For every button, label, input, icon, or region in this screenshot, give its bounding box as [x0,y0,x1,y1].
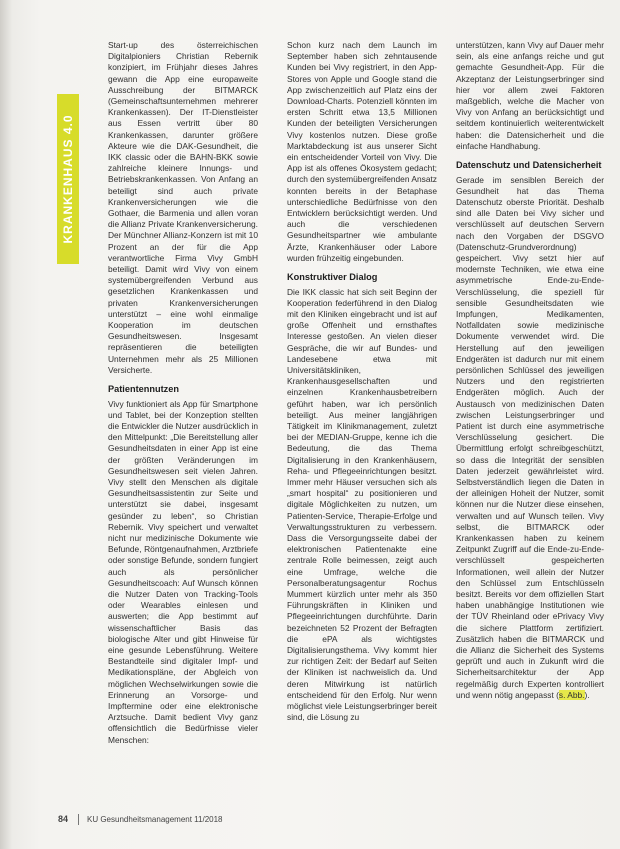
footer-divider [78,814,79,825]
subheading-konstruktiver-dialog: Konstruktiver Dialog [287,272,378,283]
text-column-2 [287,40,437,723]
paragraph: Schon kurz nach dem Launch im September haben sich zehntausende Kunden bei Vivy registriert, in den App-Stores von Apple und Google stand die App zwischenzeitlich auf Platz eins der Download-Charts. Potenziell könnten im ersten Schritt etwa 13,5 Millionen Kunden der beteiligten Versicherungen Vivy kostenlos nutzen. Diese große Marktabdeckung ist aus unserer Sicht ein entscheidender Vorteil von Vivy. Die App ist als offenes Ökosystem gedacht; durch den systemübergreifenden Ansatz konnten bereits in der Betaphase unterschiedliche Bedürfnisse von den Entwicklern berücksichtigt werden. Und auch die verschiedenen Gesundheitspartner wie ambulante Ärzte, Krankenhäuser oder Labore wurden frühzeitig eingebunden. [287,40,437,263]
text-column-1 [108,40,258,746]
page-gutter [0,0,12,849]
paragraph-text-end: ). [584,689,590,700]
page-number: 84 [58,814,69,824]
paragraph [456,175,604,702]
paragraph: unterstützen, kann Vivy auf Dauer mehr sein, als eine anfangs reiche und gut gemachte Gesundheit-App. Für die Akzeptanz der Leistungserbringer sind hier vor allem zwei Faktoren maßgeblich, welche die Macher von Vivy von Anfang an berücksichtigt und seitdem kontinuierlich weiterentwickelt haben: die Datensicherheit und die einfache Handhabung. [456,40,604,151]
paragraph: Vivy funktioniert als App für Smartphone und Tablet, bei der Konzeption stellten die Entwickler die Nutzer ausdrücklich in den Mittelpunkt: „Die Bereitstellung aller Gesundheitsdaten in einer App ist eine der größten Veränderungen im Gesundheitswesen seit vielen Jahren. Vivy stellt den Menschen als digitale Gesundheitsassistentin zur Seite und unterstützt sie dabei, insgesamt gesünder zu leben“, so Christian Rebernik. Vivy speichert und verwaltet nicht nur medizinische Dokumente wie Befunde, Röntgenaufnahmen, Arztbriefe oder sonstige Befunde, sondern fungiert auch als persönlicher Gesundheitscoach: Auf Wunsch können die Nutzer Daten von Tracking-Tools oder Wearables einlesen und auswerten; die App bestimmt auf wissenschaftlicher Basis das biologische Alter und gibt Hinweise für eine gesunde Lebensführung. Weitere Bestandteile sind digitaler Impf- und Medikationspläne, der Abgleich von möglichen Wechselwirkungen sowie die Erinnerung an Vorsorge- und Impftermine oder eine elektronische Arztsuche. Damit bedient Vivy ganz offensichtlich die Bedürfnisse vieler Menschen: [108,398,258,745]
text-column-3 [456,40,604,701]
publication-line: KU Gesundheitsmanagement 11/2018 [87,815,223,824]
section-tab-label: KRANKENHAUS 4.0 [61,114,75,244]
page-footer [58,814,598,828]
subheading-datenschutz: Datenschutz und Datensicherheit [456,160,602,171]
paragraph: Die IKK classic hat sich seit Beginn der Kooperation federführend in den Dialog mit den Kliniken eingebracht und ist auf große Offenheit und ernsthaftes Interesse gestoßen. An vielen dieser Gespräche, die wir auf Bundes- und Landesebene etwa mit Universitätskliniken, Krankenhausgesellschaften und einzelnen Krankenhausbetreibern geführt haben, war ich persönlich beteiligt. Aus meiner langjährigen Tätigkeit im Klinikmanagement, zuletzt bei der MEDIAN-Gruppe, kenne ich die Bedeutung, die das Thema Digitalisierung in den Krankenhäusern, Reha- und Pflegeeinrichtungen besitzt. Immer mehr Häuser versuchen sich als „smart hospital“ zu positionieren und digitale Möglichkeiten zu nutzen, um Patienten-Service, Therapie-Erfolge und Verwaltungsstrukturen zu verbessern. Dass die Versorgungsseite dabei der elektronischen Patientenakte eine zentrale Rolle beimessen, zeigt auch eine Umfrage, welche die Personalberatungsagentur Rochus Mummert kürzlich unter mehr als 350 Führungskräften in Kliniken und Pflegeeinrichtungen durchführte. Darin bezeichneten 52 Prozent der Befragten die ePA als wichtigstes Digitalisierungsthema. Vivy kommt hier zur richtigen Zeit: der Bedarf auf Seiten der Kliniken ist nachweislich da. Und deren Mitwirkung ist natürlich entscheidend für den Erfolg. Nur wenn möglichst viele Leistungserbringer bereit sind, die Lösung zu [287,286,437,723]
paragraph-text: Gerade im sensiblen Bereich der Gesundheit hat das Thema Datenschutz oberste Priorität. Deshalb sind alle Daten bei Vivy sicher und verschlüsselt auf deutschen Servern nach den Vorgaben der DSGVO (Datenschutz-Grundverordnung) gespeichert. Vivy setzt hier auf modernste Techniken, wie etwa eine asymmetrische Ende-zu-Ende-Verschlüsselung, die speziell für sensible Gesundheitsdaten wie Impfungen, Medikamenten, Notfalldaten sowie medizinische Dokumente verwendet wird. Die Herstellung auf den jeweiligen Endgeräten ist dadurch nur mit einem persönlichen Schlüssel des jeweiligen Nutzers und den registrierten Endgeräten möglich. Auch der Austausch von medizinischen Daten zwischen Leistungserbringer und Patient ist durch eine asymmetrische Verschlüsselung gesichert. Die Übermittlung erfolgt schreibgeschützt, so dass die Integrität der sensiblen Daten jederzeit gewährleistet wird. Selbstverständlich liegen die Daten in der alleinigen Hoheit der Nutzer, somit können nur die Nutzer diese einsehen, verwalten und auf Wunsch teilen. Vivy selbst, die BITMARCK oder Krankenkassen haben zu keinem Zeitpunkt Zugriff auf die Ende-zu-Ende-verschlüsselt gespeicherten Informationen, weil allein der Nutzer den Schlüssel zum Entschlüsseln besitzt. Bereits vor dem offiziellen Start haben unabhängige Institutionen wie der TÜV Rheinland oder ePrivacy Vivy die sichere Plattform zertifiziert. Zusätzlich haben die BITMARCK und die Allianz die Sicherheit des Systems geprüft und auch in Zukunft wird die Sicherheitsarchitektur der App regelmäßig durch Experten kontrolliert und wenn nötig angepasst ( [456,174,604,700]
paragraph: Start-up des österreichischen Digitalpioniers Christian Rebernik konzipiert, im Frühjahr dieses Jahres gewann die App eine europaweite Ausschreibung der BITMARCK (Gemeinschaftsunternehmen mehrerer Krankenkassen). Der IT-Dienstleister aus Essen vertritt über 80 Krankenkassen, darunter größere Akteure wie die DAK-Gesundheit, die IKK classic oder die BAHN-BKK sowie zahlreiche kleinere Innungs- und Betriebskrankenkassen. Von Anfang an beteiligt sind auch private Krankenversicherungen wie die Gothaer, die Barmenia und allen voran die Allianz Private Krankenversicherung. Der Münchner Allianz-Konzern ist mit 10 Prozent an der für die App verantwortliche Firma Vivy GmbH beteiligt. Damit wird Vivy von einem systemübergreifenden Verbund aus gesetzlichen Krankenkassen und privaten Krankenversicherungen unterstützt – eine wohl einmalige Kooperation im deutschen Gesundheitswesen. Insgesamt repräsentieren die beteiligten Unternehmen mehr als 25 Millionen Versicherte. [108,40,258,375]
figure-reference: s. Abb. [558,689,585,700]
section-tab [57,94,79,264]
subheading-patientennutzen: Patientennutzen [108,384,179,395]
